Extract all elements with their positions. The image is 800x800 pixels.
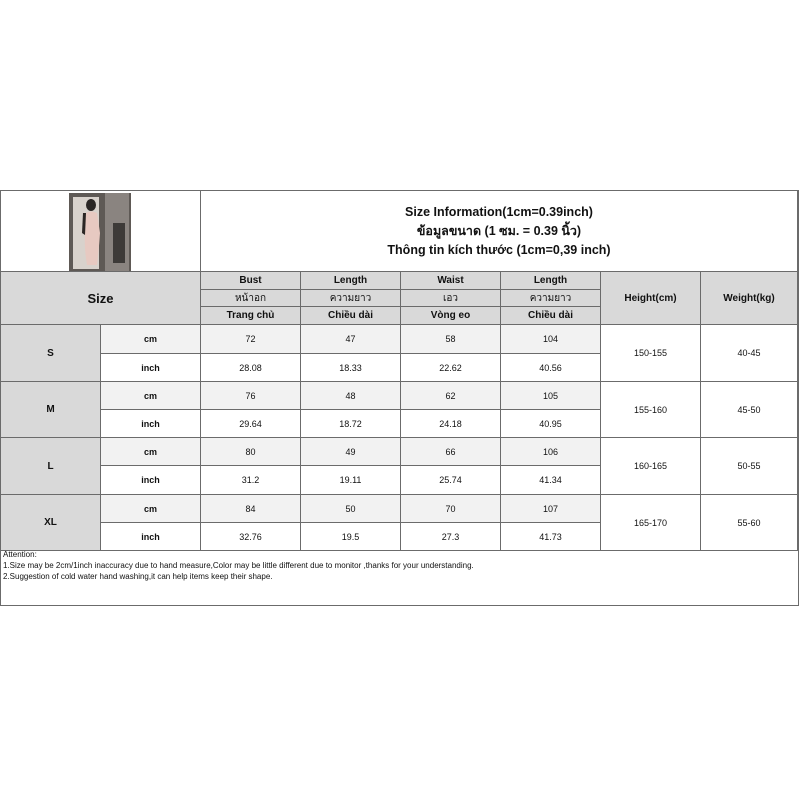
length-inch: 18.72 bbox=[301, 410, 401, 438]
length2-inch: 41.73 bbox=[501, 523, 601, 551]
col-length2-en: Length bbox=[501, 272, 601, 290]
title-english: Size Information(1cm=0.39inch) bbox=[405, 205, 593, 219]
size-label: M bbox=[1, 382, 101, 438]
col-length2-th: ความยาว bbox=[501, 290, 601, 307]
col-bust-vi: Trang chủ bbox=[201, 307, 301, 325]
length2-inch: 40.95 bbox=[501, 410, 601, 438]
attention-notes bbox=[1, 549, 798, 582]
height-range: 155-160 bbox=[601, 382, 701, 438]
waist-cm: 58 bbox=[401, 325, 501, 354]
height-header: Height(cm) bbox=[601, 272, 701, 325]
waist-inch: 27.3 bbox=[401, 523, 501, 551]
unit-inch: inch bbox=[101, 354, 201, 382]
notes-line-1: 1.Size may be 2cm/1inch inaccuracy due to hand measure,Color may be little different due to monitor ,thanks for your understanding. bbox=[3, 561, 474, 570]
size-header: Size bbox=[1, 272, 201, 325]
unit-cm: cm bbox=[101, 495, 201, 523]
col-length2-vi: Chiều dài bbox=[501, 307, 601, 325]
col-length-en: Length bbox=[301, 272, 401, 290]
length2-cm: 104 bbox=[501, 325, 601, 354]
col-waist-th: เอว bbox=[401, 290, 501, 307]
unit-inch: inch bbox=[101, 523, 201, 551]
waist-cm: 70 bbox=[401, 495, 501, 523]
size-chart bbox=[0, 190, 799, 606]
length-inch: 19.11 bbox=[301, 466, 401, 495]
length2-cm: 106 bbox=[501, 438, 601, 466]
waist-inch: 22.62 bbox=[401, 354, 501, 382]
unit-cm: cm bbox=[101, 438, 201, 466]
col-waist-en: Waist bbox=[401, 272, 501, 290]
bust-cm: 84 bbox=[201, 495, 301, 523]
length-inch: 19.5 bbox=[301, 523, 401, 551]
length-cm: 49 bbox=[301, 438, 401, 466]
bust-cm: 72 bbox=[201, 325, 301, 354]
size-info-title bbox=[201, 191, 798, 272]
unit-cm: cm bbox=[101, 325, 201, 354]
weight-range: 50-55 bbox=[701, 438, 798, 495]
length2-cm: 107 bbox=[501, 495, 601, 523]
bust-cm: 76 bbox=[201, 382, 301, 410]
length2-inch: 40.56 bbox=[501, 354, 601, 382]
unit-inch: inch bbox=[101, 410, 201, 438]
length-cm: 48 bbox=[301, 382, 401, 410]
col-length-vi: Chiều dài bbox=[301, 307, 401, 325]
weight-header: Weight(kg) bbox=[701, 272, 798, 325]
height-range: 165-170 bbox=[601, 495, 701, 551]
bust-inch: 32.76 bbox=[201, 523, 301, 551]
col-waist-vi: Vòng eo bbox=[401, 307, 501, 325]
waist-inch: 25.74 bbox=[401, 466, 501, 495]
weight-range: 45-50 bbox=[701, 382, 798, 438]
length2-inch: 41.34 bbox=[501, 466, 601, 495]
product-photo-cell bbox=[1, 191, 201, 272]
length-cm: 47 bbox=[301, 325, 401, 354]
bust-inch: 31.2 bbox=[201, 466, 301, 495]
waist-cm: 66 bbox=[401, 438, 501, 466]
product-photo bbox=[69, 193, 131, 271]
height-range: 150-155 bbox=[601, 325, 701, 382]
weight-range: 40-45 bbox=[701, 325, 798, 382]
height-range: 160-165 bbox=[601, 438, 701, 495]
length-cm: 50 bbox=[301, 495, 401, 523]
weight-range: 55-60 bbox=[701, 495, 798, 551]
waist-cm: 62 bbox=[401, 382, 501, 410]
size-label: L bbox=[1, 438, 101, 495]
col-bust-th: หน้าอก bbox=[201, 290, 301, 307]
size-label: XL bbox=[1, 495, 101, 551]
bust-inch: 29.64 bbox=[201, 410, 301, 438]
length-inch: 18.33 bbox=[301, 354, 401, 382]
bust-cm: 80 bbox=[201, 438, 301, 466]
waist-inch: 24.18 bbox=[401, 410, 501, 438]
notes-heading: Attention: bbox=[3, 550, 37, 559]
col-bust-en: Bust bbox=[201, 272, 301, 290]
unit-cm: cm bbox=[101, 382, 201, 410]
col-length-th: ความยาว bbox=[301, 290, 401, 307]
title-vietnamese: Thông tin kích thước (1cm=0,39 inch) bbox=[387, 243, 611, 257]
notes-line-2: 2.Suggestion of cold water hand washing,it can help items keep their shape. bbox=[3, 572, 273, 581]
unit-inch: inch bbox=[101, 466, 201, 495]
size-label: S bbox=[1, 325, 101, 382]
length2-cm: 105 bbox=[501, 382, 601, 410]
bust-inch: 28.08 bbox=[201, 354, 301, 382]
title-thai: ข้อมูลขนาด (1 ซม. = 0.39 นิ้ว) bbox=[416, 224, 582, 238]
